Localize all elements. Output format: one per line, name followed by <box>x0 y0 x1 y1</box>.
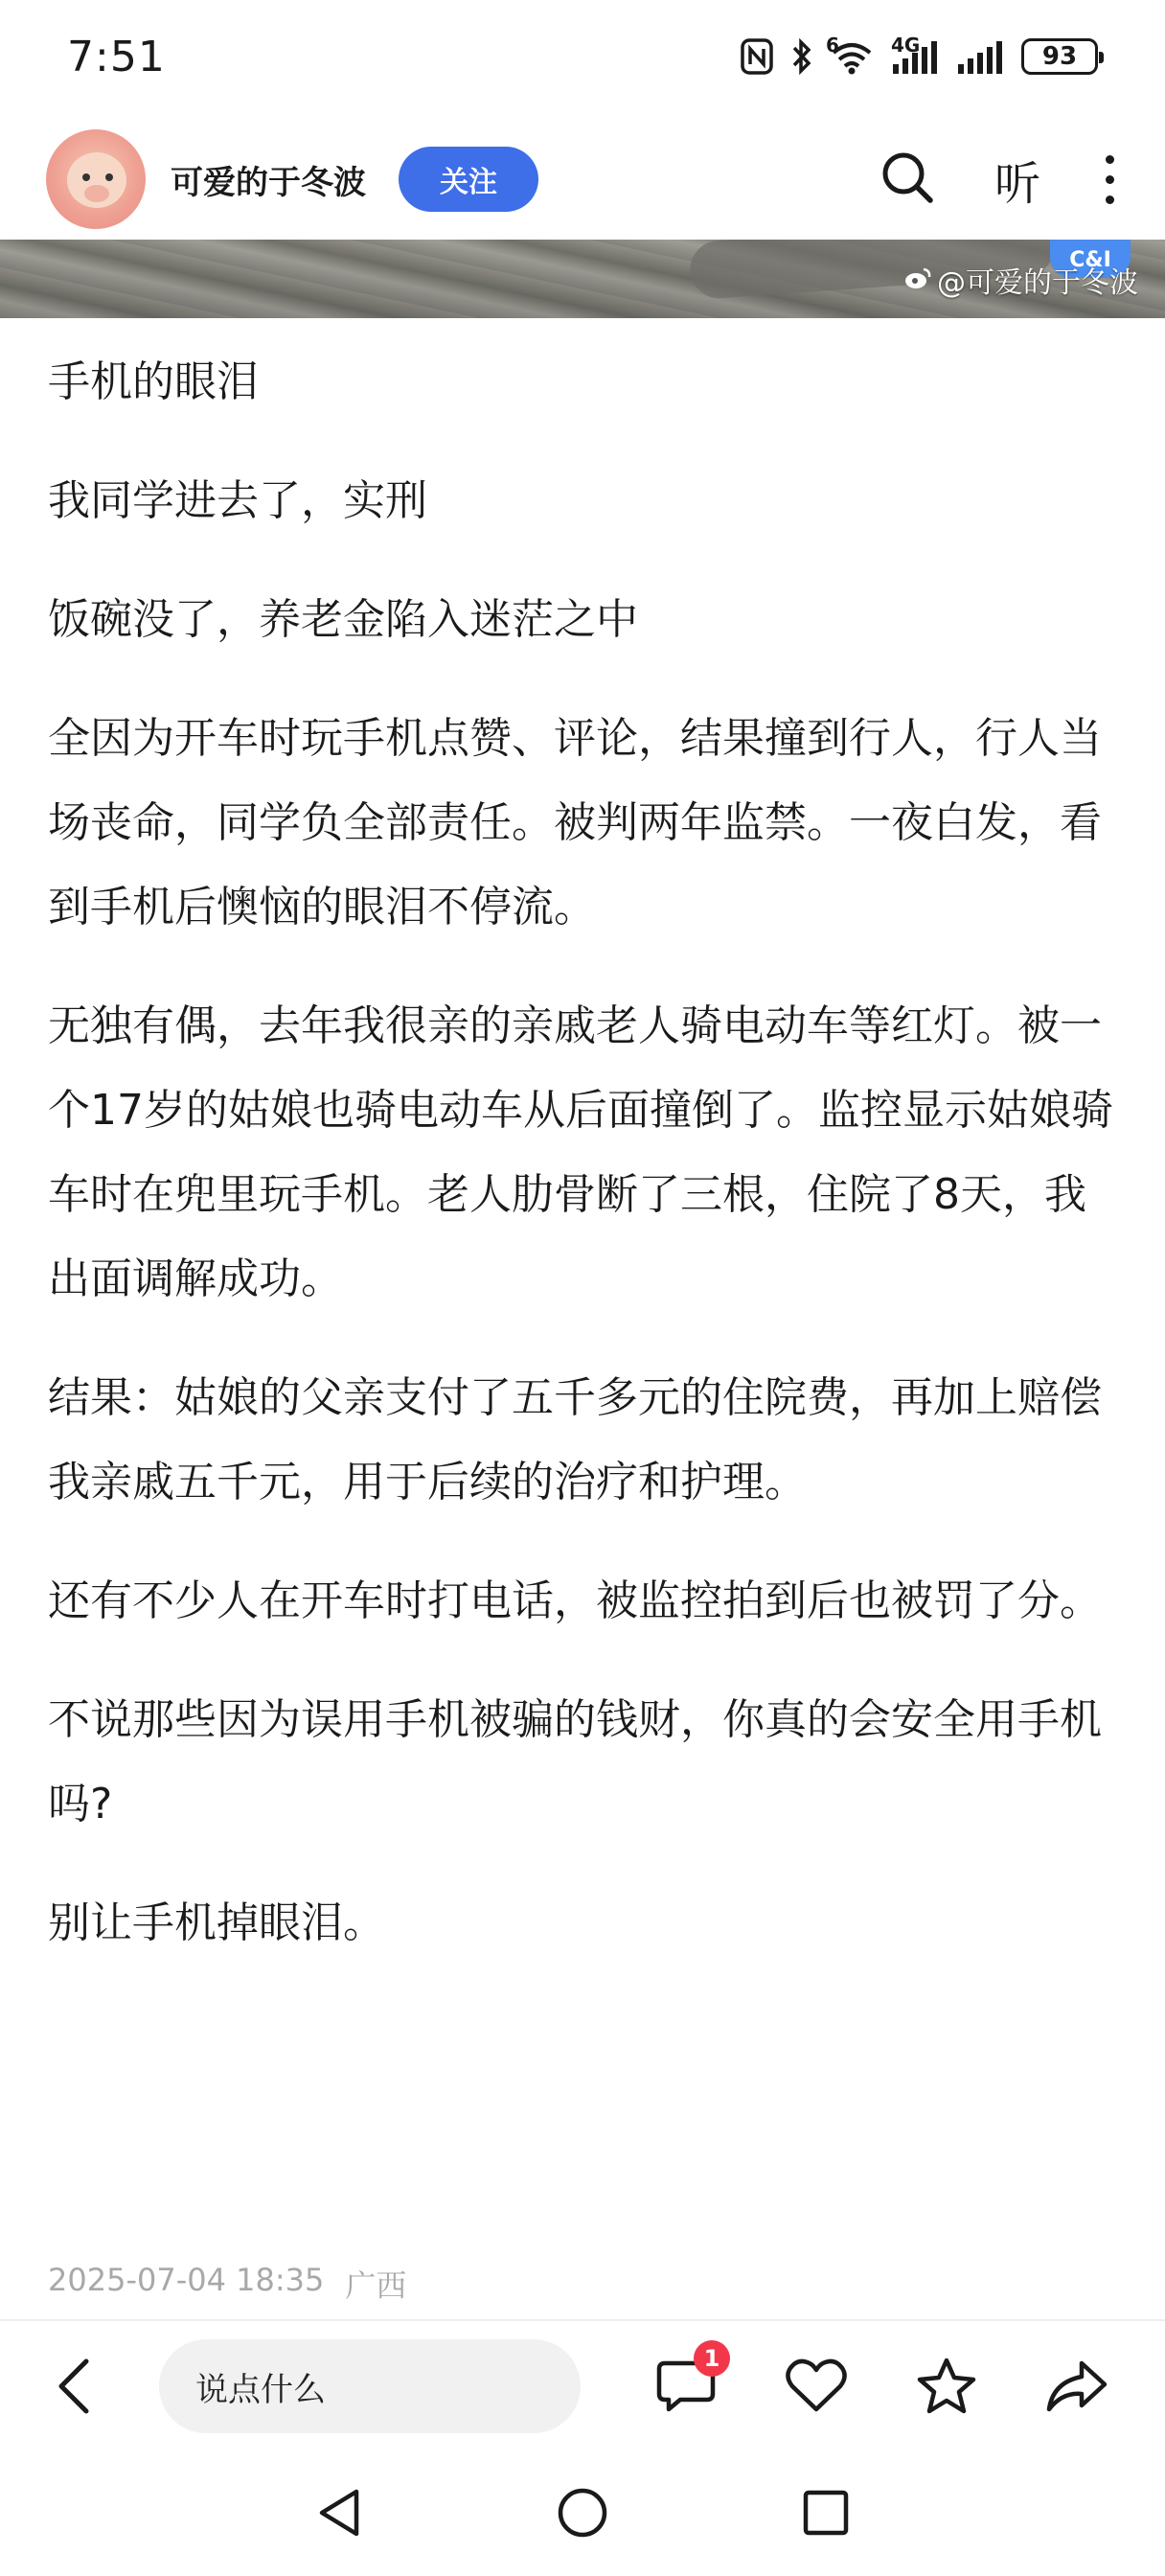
signal-4g-icon <box>891 34 939 76</box>
comment-icon[interactable] <box>651 2345 720 2421</box>
status-time: 7:51 <box>67 32 166 81</box>
article-paragraph: 别让手机掉眼泪。 <box>48 1898 385 1947</box>
network-label: 4G <box>891 34 921 57</box>
status-icons <box>740 34 1098 76</box>
article-paragraph: 还有不少人在开车时打电话，被监控拍到后也被罚了分。 <box>48 1576 1102 1625</box>
search-icon[interactable] <box>879 150 935 209</box>
image-badge: C&I <box>1050 240 1131 278</box>
wifi-icon <box>826 34 874 76</box>
listen-button[interactable]: 听 <box>994 156 1040 211</box>
status-bar <box>0 0 1165 113</box>
share-icon[interactable] <box>1042 2352 1111 2421</box>
nav-back-icon[interactable] <box>314 2486 364 2543</box>
favorite-icon[interactable] <box>912 2352 981 2421</box>
weibo-icon <box>904 264 931 297</box>
more-icon[interactable] <box>1100 155 1119 204</box>
nfc-icon <box>740 37 774 76</box>
system-navigation <box>0 2453 1165 2576</box>
bar-actions <box>651 2345 1111 2421</box>
article-paragraph: 饭碗没了，养老金陷入迷茫之中 <box>48 595 638 644</box>
post-date: 2025-07-04 18:35 <box>48 2262 325 2298</box>
bottom-action-bar <box>0 2319 1165 2451</box>
comment-input[interactable]: 说点什么 <box>159 2339 581 2433</box>
article-paragraph: 我同学进去了，实刑 <box>48 476 427 525</box>
comment-count-badge: 1 <box>694 2340 730 2377</box>
post-image[interactable] <box>0 240 1165 318</box>
avatar[interactable] <box>46 129 146 229</box>
follow-button[interactable]: 关注 <box>399 147 538 212</box>
wifi-label: 6 <box>826 34 839 57</box>
watermark-text: @可爱的于冬波 <box>937 266 1138 300</box>
image-watermark <box>904 259 1138 301</box>
nav-recents-icon[interactable] <box>801 2488 851 2542</box>
like-icon[interactable] <box>782 2352 851 2421</box>
author-name[interactable]: 可爱的于冬波 <box>171 163 366 202</box>
article-body <box>48 340 1121 2000</box>
post-meta <box>48 2262 406 2306</box>
nav-home-icon[interactable] <box>556 2486 609 2543</box>
article-paragraph: 全因为开车时玩手机点赞、评论，结果撞到行人，行人当场丧命，同学负全部责任。被判两年监禁。一夜白发，看到手机后懊恼的眼泪不停流。 <box>48 714 1102 932</box>
signal-icon <box>956 37 1004 76</box>
battery-indicator: 93 <box>1021 38 1098 75</box>
bluetooth-icon <box>791 37 812 76</box>
article-title: 手机的眼泪 <box>48 357 259 406</box>
back-icon[interactable] <box>54 2348 111 2425</box>
article-paragraph: 不说那些因为误用手机被骗的钱财，你真的会安全用手机吗? <box>48 1695 1102 1828</box>
post-header <box>0 123 1165 236</box>
header-actions <box>879 147 1119 213</box>
article-paragraph: 无独有偶，去年我很亲的亲戚老人骑电动车等红灯。被一个17岁的姑娘也骑电动车从后面撞倒了。监控显示姑娘骑车时在兜里玩手机。老人肋骨断了三根，住院了8天，我出面调解成功。 <box>48 1001 1113 1303</box>
post-location: 广西 <box>345 2267 407 2304</box>
article-paragraph: 结果：姑娘的父亲支付了五千多元的住院费，再加上赔偿我亲戚五千元，用于后续的治疗和护理。 <box>48 1373 1102 1506</box>
